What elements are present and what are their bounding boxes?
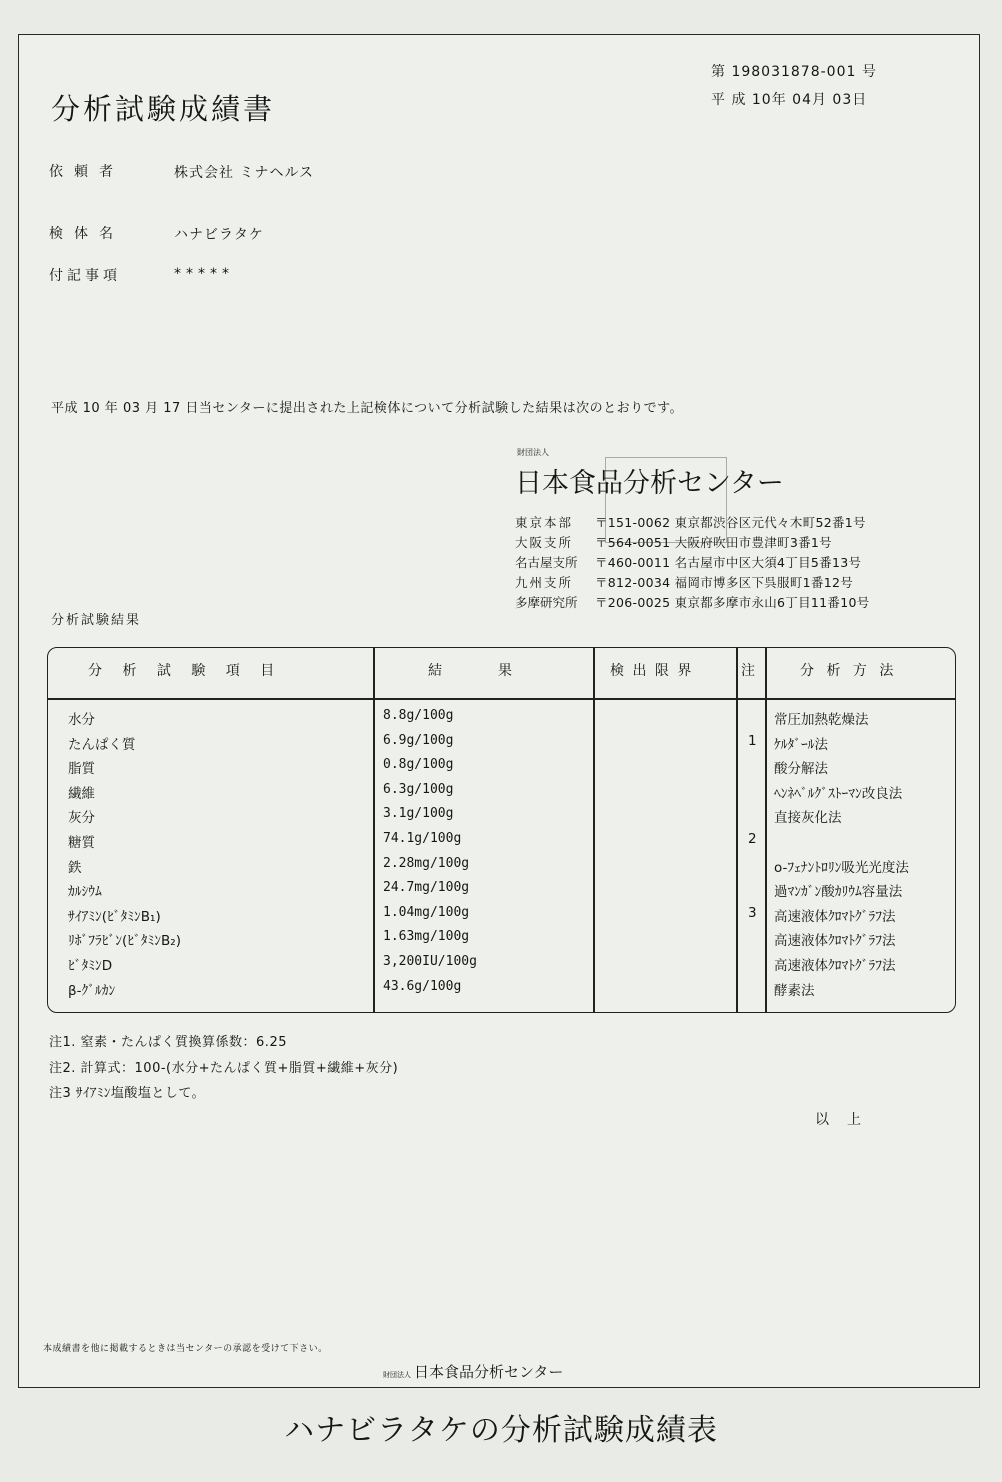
row-method: 高速液体ｸﾛﾏﾄｸﾞﾗﾌ法	[774, 908, 896, 925]
row-result: 43.6g/100g	[383, 978, 462, 994]
note-2: 注2. 計算式：100-(水分+たんぱく質+脂質+繊維+灰分)	[49, 1061, 399, 1076]
client-label: 依頼者	[49, 164, 124, 180]
office-line: 名古屋支所 〒460-0011 名古屋市中区大須4丁目5番13号	[515, 555, 862, 570]
office-line: 九州支所 〒812-0034 福岡市博多区下呉服町1番12号	[515, 575, 854, 590]
row-method: 酵素法	[774, 982, 815, 999]
row-result: 1.63mg/100g	[383, 929, 470, 945]
note-1: 注1. 窒素・たんぱく質換算係数：6.25	[49, 1035, 287, 1050]
row-item: ﾘﾎﾞﾌﾗﾋﾞﾝ(ﾋﾞﾀﾐﾝB₂)	[68, 933, 181, 950]
row-result: 3.1g/100g	[383, 806, 454, 822]
org-name: 日本食品分析センター	[515, 468, 784, 498]
row-method: ﾍﾝﾈﾍﾞﾙｸﾞｽﾄｰﾏﾝ改良法	[774, 785, 903, 802]
row-result: 3,200IU/100g	[383, 954, 477, 969]
figure-caption: ハナビラタケの分析試験成績表	[284, 1413, 718, 1448]
row-result: 6.9g/100g	[383, 732, 454, 748]
row-method: 常圧加熱乾燥法	[774, 712, 869, 728]
row-item: ｶﾙｼｳﾑ	[68, 884, 102, 901]
header-method: 分 析 方 法	[800, 663, 898, 679]
row-result: 6.3g/100g	[383, 781, 454, 797]
row-note: 2	[748, 831, 757, 847]
certificate-sheet	[18, 34, 980, 1388]
row-method: ｹﾙﾀﾞｰﾙ法	[774, 736, 828, 753]
footer-note: 本成績書を他に掲載するときは当センターの承認を受けて下さい。	[43, 1344, 328, 1354]
row-result: 1.04mg/100g	[383, 904, 470, 920]
row-result: 74.1g/100g	[383, 831, 462, 846]
footer-org: 財団法人 日本食品分析センター	[383, 1364, 564, 1381]
office-line: 多摩研究所 〒206-0025 東京都多摩市永山6丁目11番10号	[515, 595, 870, 610]
note-3: 注3 ｻｲｱﾐﾝ塩酸塩として。	[49, 1086, 206, 1101]
row-method: 過ﾏﾝｶﾞﾝ酸ｶﾘｳﾑ容量法	[774, 884, 903, 901]
row-item: 脂質	[68, 761, 95, 778]
row-method: 酸分解法	[774, 761, 828, 778]
results-table	[47, 647, 956, 1013]
row-method: 直接灰化法	[774, 810, 842, 827]
row-method: 高速液体ｸﾛﾏﾄｸﾞﾗﾌ法	[774, 958, 896, 974]
results-section-title: 分析試験結果	[51, 613, 142, 628]
row-result: 0.8g/100g	[383, 757, 454, 773]
sample-value: ハナビラタケ	[174, 227, 264, 243]
row-method: o-ﾌｪﾅﾝﾄﾛﾘﾝ吸光光度法	[774, 859, 909, 876]
office-line: 大阪支所 〒564-0051 大阪府吹田市豊津町3番1号	[515, 535, 832, 550]
remarks-value: *****	[174, 266, 234, 282]
document-title: 分析試験成績書	[51, 92, 276, 126]
row-method: 高速液体ｸﾛﾏﾄｸﾞﾗﾌ法	[774, 933, 896, 950]
statement-text: 平成 10 年 03 月 17 日当センターに提出された上記検体について分析試験した結果は次のとおりです。	[51, 401, 684, 416]
client-value: 株式会社 ミナヘルス	[174, 165, 315, 181]
row-item: 鉄	[68, 859, 82, 876]
row-result: 8.8g/100g	[383, 708, 454, 723]
row-item: 糖質	[68, 835, 95, 851]
office-line: 東京本部 〒151-0062 東京都渋谷区元代々木町52番1号	[515, 515, 866, 530]
header-limit: 検 出 限 界	[610, 663, 694, 679]
row-item: 繊維	[68, 785, 95, 802]
row-item: ﾋﾞﾀﾐﾝD	[68, 958, 113, 974]
document-date: 平 成 10年 04月 03日	[711, 92, 868, 108]
row-result: 2.28mg/100g	[383, 855, 470, 871]
row-item: β-ｸﾞﾙｶﾝ	[68, 982, 116, 999]
document-number: 第 198031878-001 号	[711, 64, 877, 80]
row-item: 灰分	[68, 810, 95, 827]
sample-label: 検体名	[49, 226, 124, 242]
header-note: 注	[741, 663, 755, 679]
header-item: 分 析 試 験 項 目	[88, 663, 283, 679]
row-item: たんぱく質	[68, 736, 136, 753]
row-note: 3	[748, 904, 757, 921]
header-result: 結 果	[428, 663, 512, 679]
row-item: 水分	[68, 712, 95, 728]
remarks-label: 付記事項	[49, 268, 121, 284]
row-result: 24.7mg/100g	[383, 880, 470, 896]
closing-mark: 以上	[815, 1112, 879, 1128]
row-note: 1	[748, 732, 757, 749]
org-prefix: 財団法人	[517, 448, 549, 457]
row-item: ｻｲｱﾐﾝ(ﾋﾞﾀﾐﾝB₁)	[68, 908, 161, 925]
